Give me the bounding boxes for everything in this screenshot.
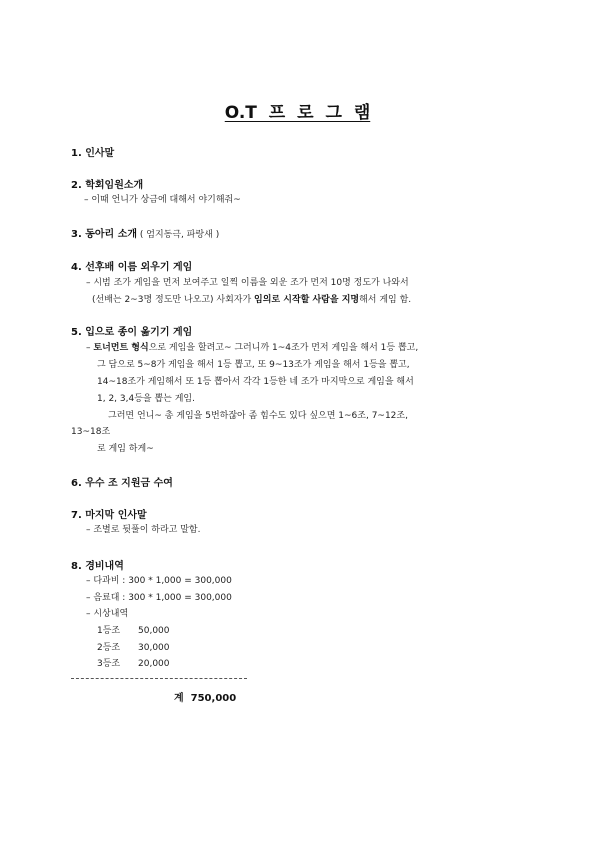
prize-amount: 50,000 — [138, 626, 170, 636]
prize-amount: 30,000 — [138, 643, 170, 653]
section-4-line-2a: (선배는 2~3명 정도만 나오고) 사회자가 — [92, 295, 255, 305]
section-4-line-1: – 시범 조가 게임을 먼저 보여주고 일찍 이름을 외운 조가 먼저 10명 정도가 나와서 — [86, 278, 409, 288]
prize-row — [97, 640, 170, 653]
section-8-heading: 8. 경비내역 — [71, 561, 124, 572]
prize-rank: 2등조 — [97, 643, 121, 653]
section-5-line-1c: 으로 게임을 할려고~ 그러니까 1~4조가 먼저 게임을 해서 1등 뽑고, — [148, 343, 419, 353]
section-7-line-1: – 조별로 뒷풀이 하라고 말함. — [86, 525, 201, 535]
total-value: 750,000 — [190, 693, 237, 704]
section-1-heading: 1. 인사말 — [71, 148, 115, 159]
prize-row — [97, 656, 170, 669]
expense-drinks: – 음료대 : 300 * 1,000 = 300,000 — [86, 593, 232, 603]
section-3-title: 3. 동아리 소개 — [71, 229, 138, 240]
section-5-line-5: 그러면 언니~ 총 게임을 5번하잖아 좀 힘수도 있다 싶으면 1~6조, 7~12조, — [108, 411, 408, 421]
page-title: O.T 프 로 그 램 — [224, 103, 371, 123]
section-5-line-6: 13~18조 — [71, 427, 111, 437]
section-5-emphasis: 토너먼트 형식 — [93, 343, 149, 353]
expense-snacks: – 다과비 : 300 * 1,000 = 300,000 — [86, 576, 232, 586]
section-4-emphasis: 임의로 시작할 사람을 지명 — [254, 295, 360, 305]
section-3-note: ( 엄지동극, 파랑새 ) — [137, 230, 220, 240]
section-4-line-2 — [92, 292, 411, 305]
expense-prizes-label: – 시상내역 — [86, 609, 129, 619]
section-3-heading — [71, 225, 219, 240]
section-2-line-1: – 이때 언니가 상금에 대해서 야기해줘~ — [84, 195, 241, 205]
prize-rank: 1등조 — [97, 626, 121, 636]
prize-row — [97, 623, 170, 636]
total-label: 계 — [174, 693, 184, 704]
section-5-line-1 — [86, 340, 418, 353]
section-2-heading: 2. 학회임원소개 — [71, 180, 144, 191]
prize-rank: 3등조 — [97, 659, 121, 669]
section-6-heading: 6. 우수 조 지원금 수여 — [71, 478, 173, 489]
section-7-heading: 7. 마지막 인사말 — [71, 510, 147, 521]
section-5-line-7: 로 게임 하게~ — [97, 444, 154, 454]
section-5-line-1a: – — [86, 343, 94, 353]
section-5-line-3: 14~18조가 게임해서 또 1등 뽑아서 각각 1등한 네 조가 마지막으로 게임을 해서 — [97, 377, 414, 387]
total-line — [174, 689, 236, 704]
section-5-line-2: 그 담으로 5~8가 게임을 해서 1등 뽑고, 또 9~13조가 게임을 해서 1등을 뽑고, — [97, 360, 410, 370]
section-5-heading: 5. 입으로 종이 옮기기 게임 — [71, 327, 193, 338]
section-5-line-4: 1, 2, 3,4등을 뽑는 게임. — [97, 394, 195, 404]
total-divider — [71, 678, 247, 679]
section-4-line-2c: 해서 게임 함. — [359, 295, 412, 305]
section-4-heading: 4. 선후배 이름 외우기 게임 — [71, 262, 193, 273]
prize-amount: 20,000 — [138, 659, 170, 669]
